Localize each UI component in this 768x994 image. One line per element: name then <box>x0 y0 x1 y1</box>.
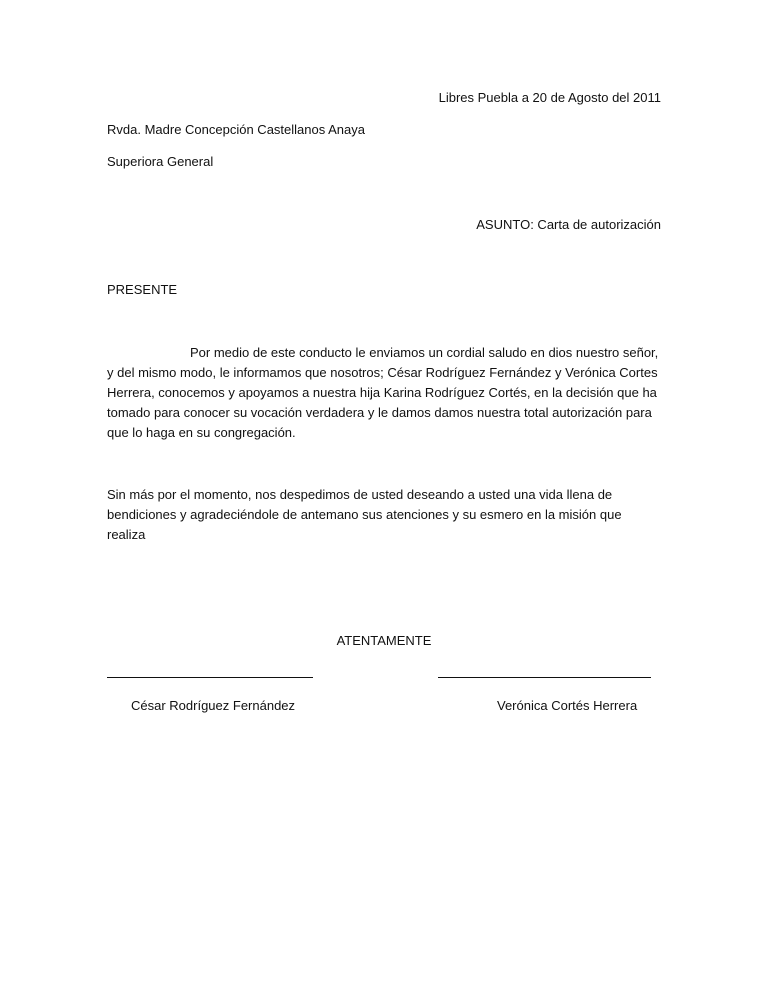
date-line: Libres Puebla a 20 de Agosto del 2011 <box>438 90 661 105</box>
signatory-right-name: Verónica Cortés Herrera <box>497 698 638 713</box>
signatory-left-name: César Rodríguez Fernández <box>131 698 296 713</box>
signature-line-left <box>107 677 313 678</box>
recipient-title: Superiora General <box>107 154 214 169</box>
presente-heading: PRESENTE <box>107 282 178 297</box>
recipient-name: Rvda. Madre Concepción Castellanos Anaya <box>107 122 365 137</box>
closing-atentamente: ATENTAMENTE <box>336 633 432 648</box>
subject-line: ASUNTO: Carta de autorización <box>476 217 661 232</box>
signature-line-right <box>438 677 651 678</box>
body-paragraph-2: Sin más por el momento, nos despedimos de usted deseando a usted una vida llena de bendiciones y agradeciéndole de antemano sus atenciones y su esmero en la misión que realiza <box>107 487 622 542</box>
body-paragraph-1: Por medio de este conducto le enviamos un cordial saludo en dios nuestro señor, y del mismo modo, le informamos que nosotros; César Rodríguez Fernández y Verónica Cortes Herrera, conocemos y apoyamos a nuestra hija Karina Rodríguez Cortés, en la decisión que ha tomado para conocer su vocación verdadera y le damos damos nuestra total autorización para que lo haga en su congregación. <box>107 345 659 440</box>
